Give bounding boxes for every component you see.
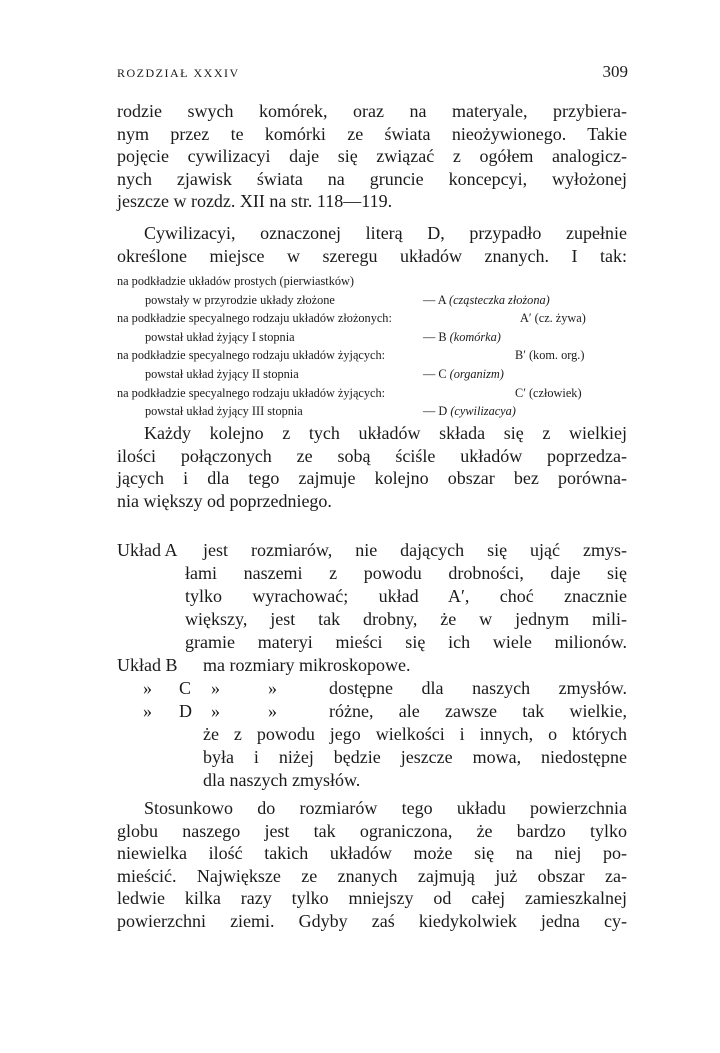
table-cell-right xyxy=(423,402,516,421)
system-a-line xyxy=(117,562,627,585)
page-number: 309 xyxy=(602,62,628,81)
system-d-line xyxy=(117,723,627,746)
table-cell-right-text: B′ (kom. org.) xyxy=(515,348,585,363)
table-cell-right xyxy=(423,291,550,310)
text-line: Każdy kolejno z tych układów składa się z wielkiej xyxy=(144,423,627,443)
table-cell-right-text: — B xyxy=(423,329,450,344)
system-d-line xyxy=(117,700,627,723)
system-a-line xyxy=(117,585,627,608)
table-cell-right xyxy=(520,309,586,328)
table-row xyxy=(117,291,627,310)
table-cell-left: powstał układ żyjący I stopnia xyxy=(145,329,295,344)
text-line: niewielka ilość takich układów może się na niej po- xyxy=(117,843,627,863)
text-line: nia większy od poprzedniego. xyxy=(117,490,332,511)
table-row xyxy=(117,309,627,328)
table-cell-right xyxy=(423,328,501,347)
table-cell-right-italic: (cywilizacya) xyxy=(450,404,516,419)
paragraph-4 xyxy=(117,797,627,932)
table-cell-left: powstał układ żyjący II stopnia xyxy=(145,366,299,381)
systems-list xyxy=(117,539,627,792)
table-cell-right-italic: (komórka) xyxy=(449,329,501,344)
system-a-label: Układ A xyxy=(117,540,178,560)
table-cell-right-text: C′ (człowiek) xyxy=(515,385,582,400)
system-a-text-line: większy, jest tak drobny, że w jednym mili- xyxy=(185,609,627,629)
paragraph-2 xyxy=(117,222,627,267)
table-row xyxy=(117,272,627,291)
system-d-letter: D xyxy=(179,701,192,721)
table-row xyxy=(117,346,627,365)
system-d-line xyxy=(117,769,627,792)
table-cell-left: powstał układ żyjący III stopnia xyxy=(145,404,303,419)
text-line: powierzchni ziemi. Gdyby zaś kiedykolwiek jedna cy- xyxy=(117,910,627,931)
system-a-text-line: jest rozmiarów, nie dających się ująć zmys- xyxy=(203,540,627,560)
text-line: Stosunkowo do rozmiarów tego układu powierzchnia xyxy=(144,798,627,818)
table-cell-right-text: — D xyxy=(423,404,451,419)
text-line: nym przez te komórki ze świata nieożywionego. Takie xyxy=(117,123,627,144)
table-row xyxy=(117,365,627,384)
system-c-text: dostępne dla naszych zmysłów. xyxy=(329,678,627,698)
ditto-mark: » xyxy=(268,678,277,698)
system-d-text-line: różne, ale zawsze tak wielkie, xyxy=(329,701,627,721)
table-row xyxy=(117,402,627,421)
table-cell-right-text: — C xyxy=(423,366,450,381)
text-line: pojęcie cywilizacyi daje się związać z ogółem analogicz- xyxy=(117,146,627,166)
ditto-mark: » xyxy=(143,678,152,698)
system-b-text: ma rozmiary mikroskopowe. xyxy=(203,655,411,675)
text-line: nych zjawisk świata na gruncie koncepcyi, wyłożonej xyxy=(117,168,627,189)
systems-table xyxy=(117,272,627,421)
table-cell-left: na podkładzie układów prostych (pierwiastków) xyxy=(117,274,354,288)
system-d-text-line: że z powodu jego wielkości i innych, o których xyxy=(203,724,627,744)
paragraph-1 xyxy=(117,100,627,213)
table-cell-right xyxy=(515,346,584,365)
paragraph-3 xyxy=(117,422,627,512)
table-row xyxy=(117,384,627,403)
ditto-mark: » xyxy=(211,678,220,698)
text-line: jeszcze w rozdz. XII na str. 118—119. xyxy=(117,191,393,211)
text-line: rodzie swych komórek, oraz na materyale, przybiera- xyxy=(117,101,627,121)
running-head: ROZDZIAŁ XXXIV xyxy=(117,66,240,80)
text-line: jących i dla tego zajmuje kolejno obszar bez porówna- xyxy=(117,468,627,488)
ditto-mark: » xyxy=(268,701,277,721)
system-c-letter: C xyxy=(179,678,192,698)
table-cell-left: na podkładzie specyalnego rodzaju układów żyjących: xyxy=(117,385,386,400)
text-line: określone miejsce w szeregu układów znanych. I tak: xyxy=(117,245,627,266)
table-cell-right-italic: (cząsteczka złożona) xyxy=(448,292,550,307)
system-b-label: Układ B xyxy=(117,655,178,675)
table-cell-left: na podkładzie specyalnego rodzaju układów żyjących: xyxy=(117,348,386,363)
table-cell-left: na podkładzie specyalnego rodzaju układów złożonych: xyxy=(117,311,392,326)
text-line: Cywilizacyi, oznaczonej literą D, przypadło zupełnie xyxy=(144,223,627,243)
system-d-text-line: była i niżej będzie jeszcze mowa, niedostępne xyxy=(203,747,627,767)
table-cell-right xyxy=(515,384,582,403)
system-b-line xyxy=(117,654,627,677)
text-line: ilości połączonych ze sobą ściśle układów poprzedza- xyxy=(117,445,627,466)
ditto-mark: » xyxy=(143,701,152,721)
ditto-mark: » xyxy=(211,701,220,721)
text-line: globu naszego jest tak ograniczona, że bardzo tylko xyxy=(117,820,627,841)
table-row xyxy=(117,328,627,347)
text-line: ledwie kilka razy tylko mniejszy od całej zamieszkalnej xyxy=(117,888,627,908)
system-a-line xyxy=(117,539,627,562)
system-c-line xyxy=(117,677,627,700)
text-line: mieścić. Największe ze znanych zajmują już obszar za- xyxy=(117,865,627,886)
page-header xyxy=(117,62,628,86)
system-a-text-line: gramie materyi mieści się ich wiele milionów. xyxy=(185,632,627,652)
system-a-text-line: łami naszemi z powodu drobności, daje się xyxy=(185,563,627,583)
system-d-text-line: dla naszych zmysłów. xyxy=(203,770,361,790)
table-cell-left: powstały w przyrodzie układy złożone xyxy=(145,292,335,307)
system-a-line xyxy=(117,608,627,631)
table-cell-right-text: A′ (cz. żywa) xyxy=(520,311,586,326)
system-d-line xyxy=(117,746,627,769)
system-a-text-line: tylko wyrachować; układ A′, choć znacznie xyxy=(185,586,627,606)
table-cell-right xyxy=(423,365,504,384)
system-a-line xyxy=(117,631,627,654)
table-cell-right-text: — A xyxy=(423,292,449,307)
table-cell-right-italic: (organizm) xyxy=(449,366,504,381)
